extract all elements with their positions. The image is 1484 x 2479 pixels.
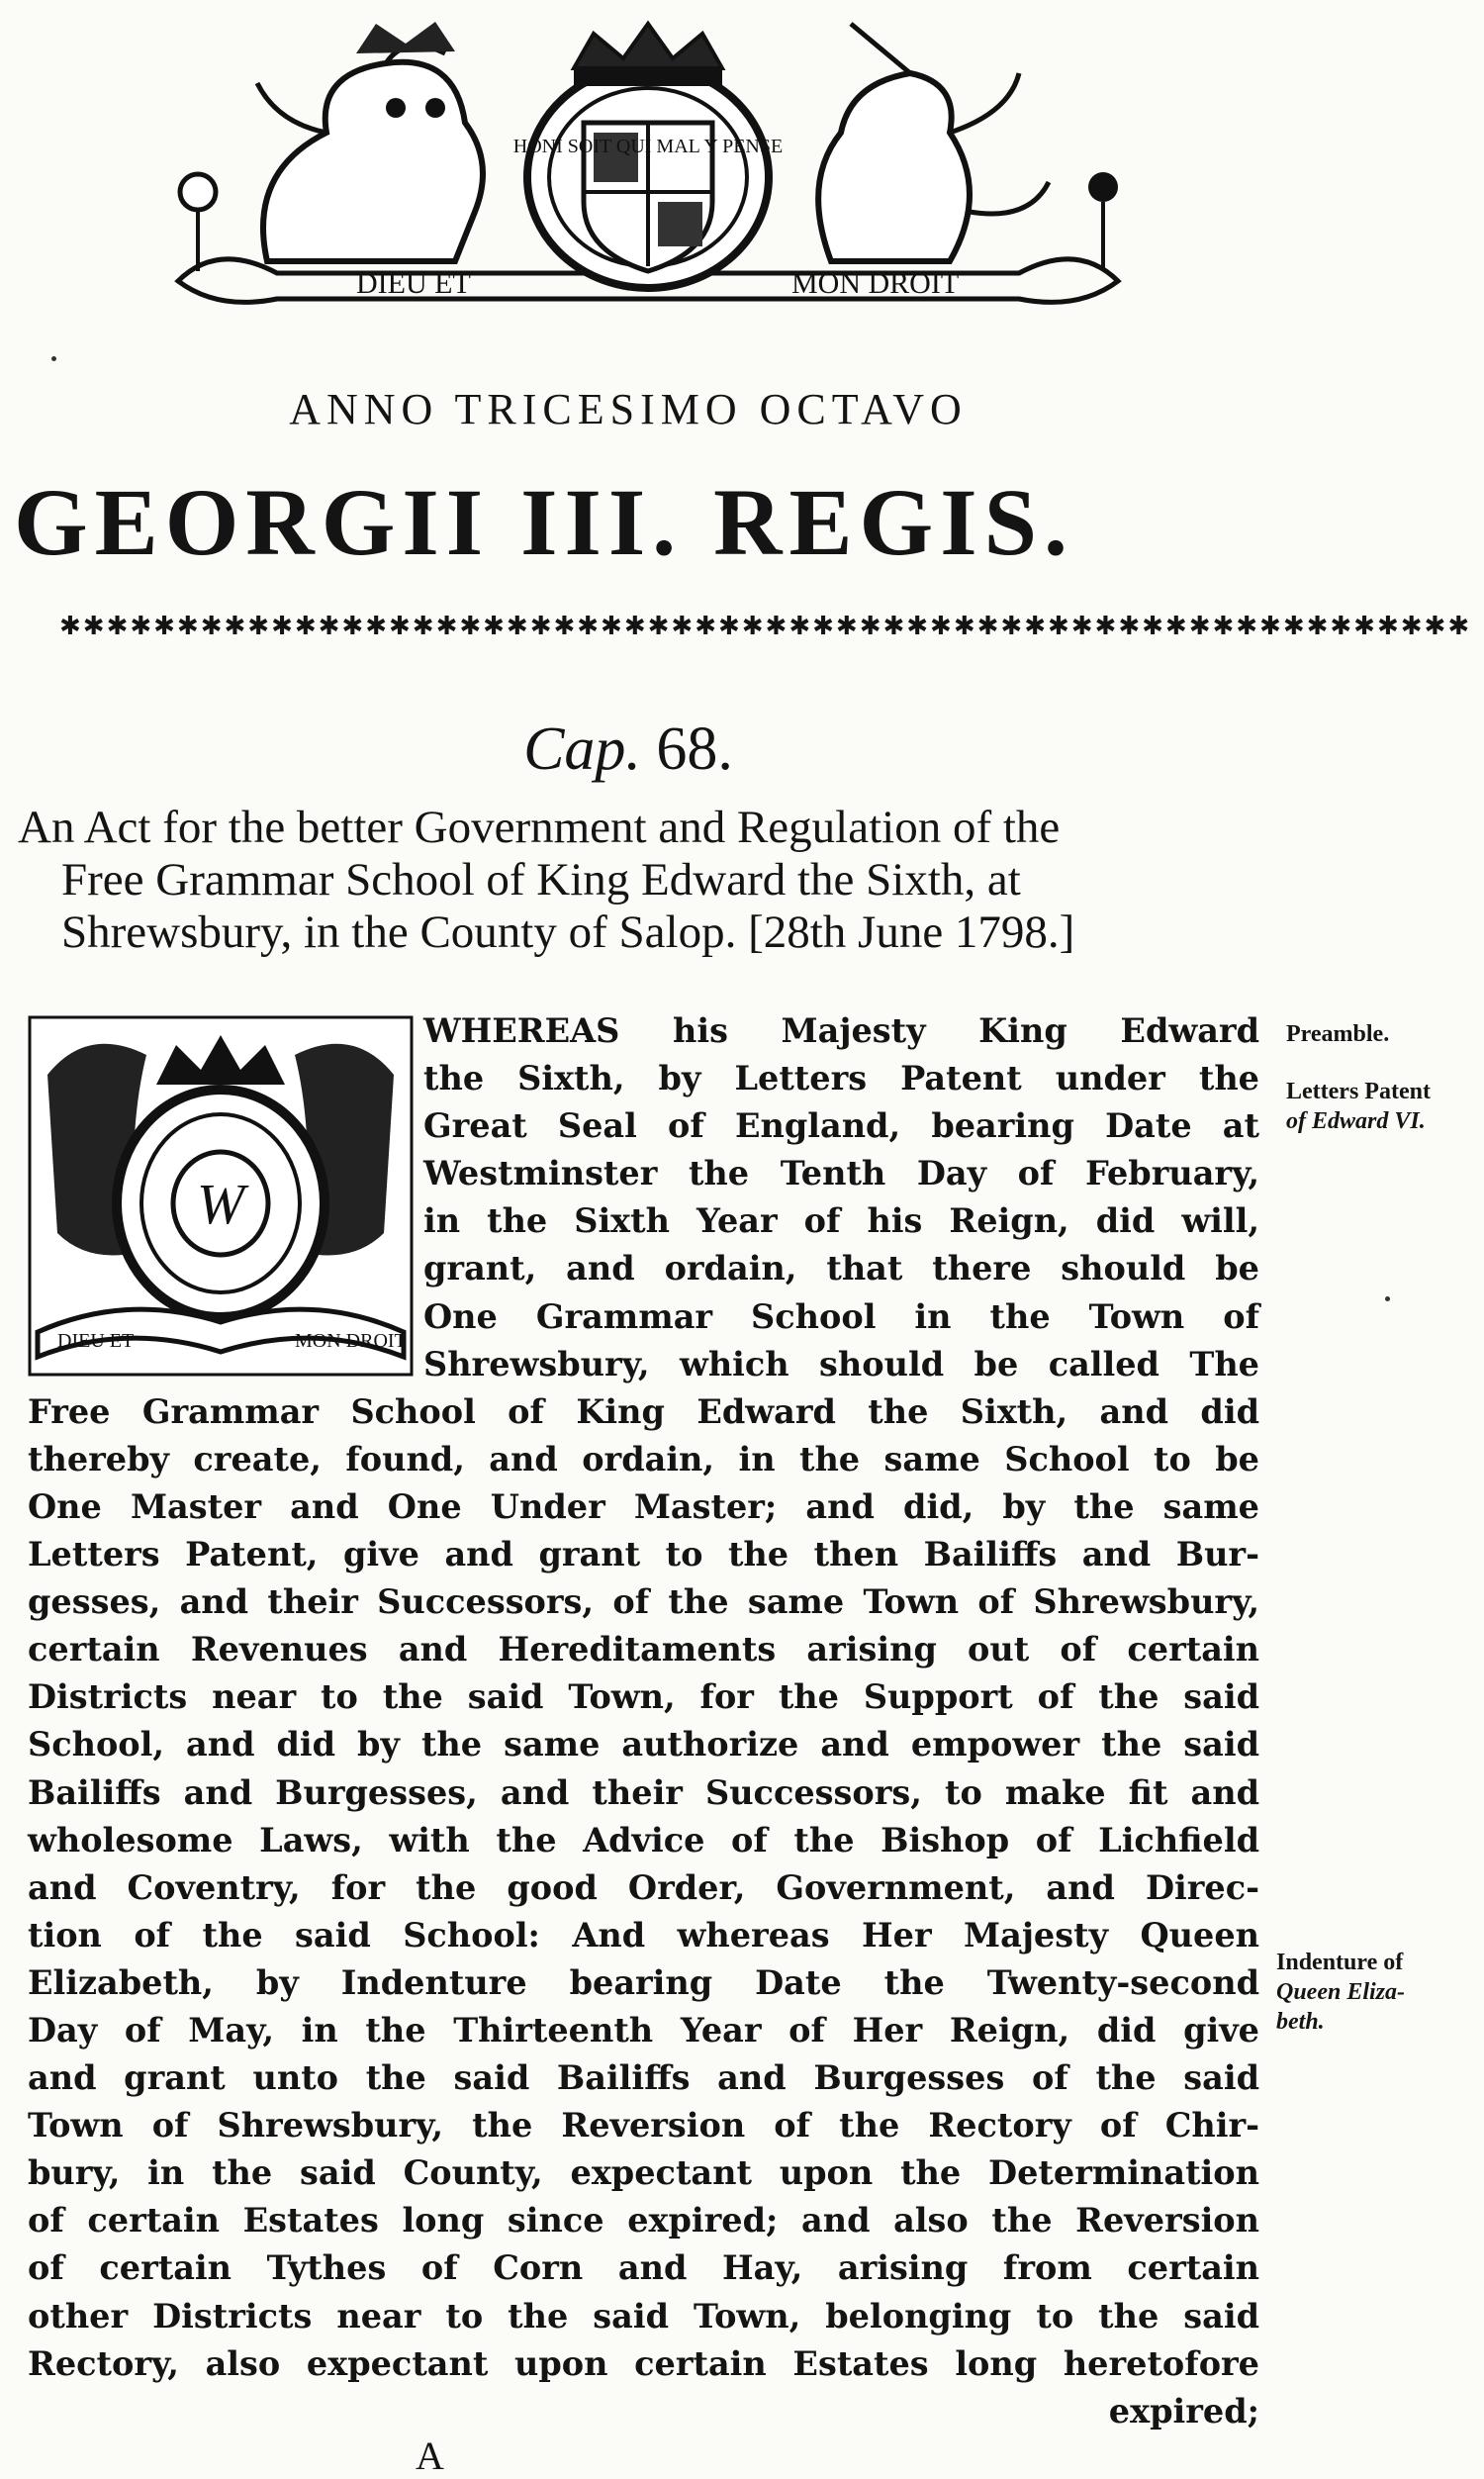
- motto-left: DIEU ET: [57, 1330, 135, 1352]
- body-line: Day of May, in the Thirteenth Year of Her Reign, did give: [28, 2010, 1259, 2050]
- signature-mark: A: [416, 2433, 444, 2478]
- body-line: Rectory, also expectant upon certain Estates long heretofore: [28, 2343, 1259, 2383]
- royal-coat-of-arms: [158, 14, 1138, 331]
- body-line: Great Seal of England, bearing Date at: [423, 1106, 1259, 1146]
- body-line: Town of Shrewsbury, the Reversion of the Rectory of Chir-: [28, 2106, 1259, 2145]
- title-line: An Act for the better Government and Regulation of the: [18, 802, 1061, 853]
- act-body-text: [28, 1007, 1259, 2435]
- body-line: in the Sixth Year of his Reign, did will,: [423, 1201, 1259, 1241]
- body-line: of certain Tythes of Corn and Hay, arising from certain: [28, 2248, 1259, 2288]
- body-line: One Master and One Under Master; and did, by the same: [28, 1486, 1259, 1526]
- body-line: certain Revenues and Hereditaments arising out of certain: [28, 1630, 1259, 1669]
- body-line: Free Grammar School of King Edward the Sixth, and did: [28, 1391, 1259, 1431]
- motto-right: MON DROIT: [295, 1330, 407, 1352]
- coat-of-arms-illustration: [158, 14, 1138, 331]
- monogram: W: [196, 1172, 245, 1236]
- body-line: gesses, and their Successors, of the same Town of Shrewsbury,: [28, 1582, 1259, 1622]
- body-line: Westminster the Tenth Day of February,: [423, 1154, 1259, 1193]
- body-line: the Sixth, by Letters Patent under the: [423, 1059, 1259, 1098]
- margin-note-line: of Edward VI.: [1286, 1108, 1426, 1134]
- body-line: bury, in the said County, expectant upon the Determination: [28, 2153, 1259, 2193]
- chapter-number: 68.: [656, 715, 733, 783]
- body-line: wholesome Laws, with the Advice of the Bishop of Lichfield: [28, 1820, 1259, 1859]
- margin-note-line: Indenture of: [1276, 1950, 1404, 1975]
- chapter-label: Cap.: [523, 715, 641, 783]
- asterisk-rule: ✱✱✱✱✱✱✱✱✱✱✱✱✱✱✱✱✱✱✱✱✱✱✱✱✱✱✱✱✱✱✱✱✱✱✱✱✱✱✱✱✱✱✱✱✱✱✱✱✱✱✱✱✱✱✱✱✱✱✱✱: [59, 612, 1472, 641]
- regis-heading: GEORGII III. REGIS.: [14, 469, 1074, 575]
- body-line: Bailiffs and Burgesses, and their Successors, to make fit and: [28, 1772, 1259, 1812]
- body-line: Letters Patent, give and grant to the then Bailiffs and Bur-: [28, 1535, 1259, 1574]
- body-line: thereby create, found, and ordain, in the same School to be: [28, 1439, 1259, 1478]
- margin-note-indenture: [1276, 1948, 1484, 2037]
- motto-left: DIEU ET: [356, 267, 471, 300]
- body-line: grant, and ordain, that there should be: [423, 1249, 1259, 1288]
- body-line: One Grammar School in the Town of: [423, 1296, 1259, 1336]
- body-line: and grant unto the said Bailiffs and Burgesses of the said: [28, 2058, 1259, 2098]
- body-line: and Coventry, for the good Order, Government, and Direc-: [28, 1867, 1259, 1907]
- title-line: Shrewsbury, in the County of Salop. [28th June 1798.]: [61, 906, 1075, 958]
- margin-note-preamble: Preamble.: [1286, 1021, 1390, 1047]
- motto-right: MON DROIT: [791, 267, 960, 300]
- ink-speck: [51, 356, 56, 361]
- garter-motto: HONI SOIT QUI MAL Y PENSE: [512, 136, 784, 157]
- margin-note-line: beth.: [1276, 2009, 1325, 2035]
- ink-speck: [1385, 1296, 1390, 1301]
- body-line: other Districts near to the said Town, belonging to the said: [28, 2296, 1259, 2336]
- title-line: Free Grammar School of King Edward the Sixth, at: [61, 854, 1021, 906]
- body-line: expired;: [1108, 2391, 1259, 2431]
- anno-heading: ANNO TRICESIMO OCTAVO: [289, 385, 968, 433]
- body-line: School, and did by the same authorize and empower the said: [28, 1725, 1259, 1764]
- chapter-heading: [0, 715, 1256, 785]
- body-line: tion of the said School: And whereas Her Majesty Queen: [28, 1915, 1259, 1955]
- body-line: Districts near to the said Town, for the Support of the said: [28, 1677, 1259, 1717]
- body-line: Elizabeth, by Indenture bearing Date the Twenty-second: [28, 1962, 1259, 2002]
- margin-note-line: Letters Patent: [1286, 1079, 1431, 1104]
- margin-note-line: Queen Eliza-: [1276, 1979, 1406, 2005]
- margin-note-letters-patent: [1286, 1077, 1484, 1136]
- act-title: [18, 802, 1264, 959]
- body-line: Shrewsbury, which should be called The: [423, 1344, 1259, 1383]
- body-line: of certain Estates long since expired; and also the Reversion: [28, 2201, 1259, 2241]
- body-line: WHEREAS his Majesty King Edward: [423, 1011, 1259, 1050]
